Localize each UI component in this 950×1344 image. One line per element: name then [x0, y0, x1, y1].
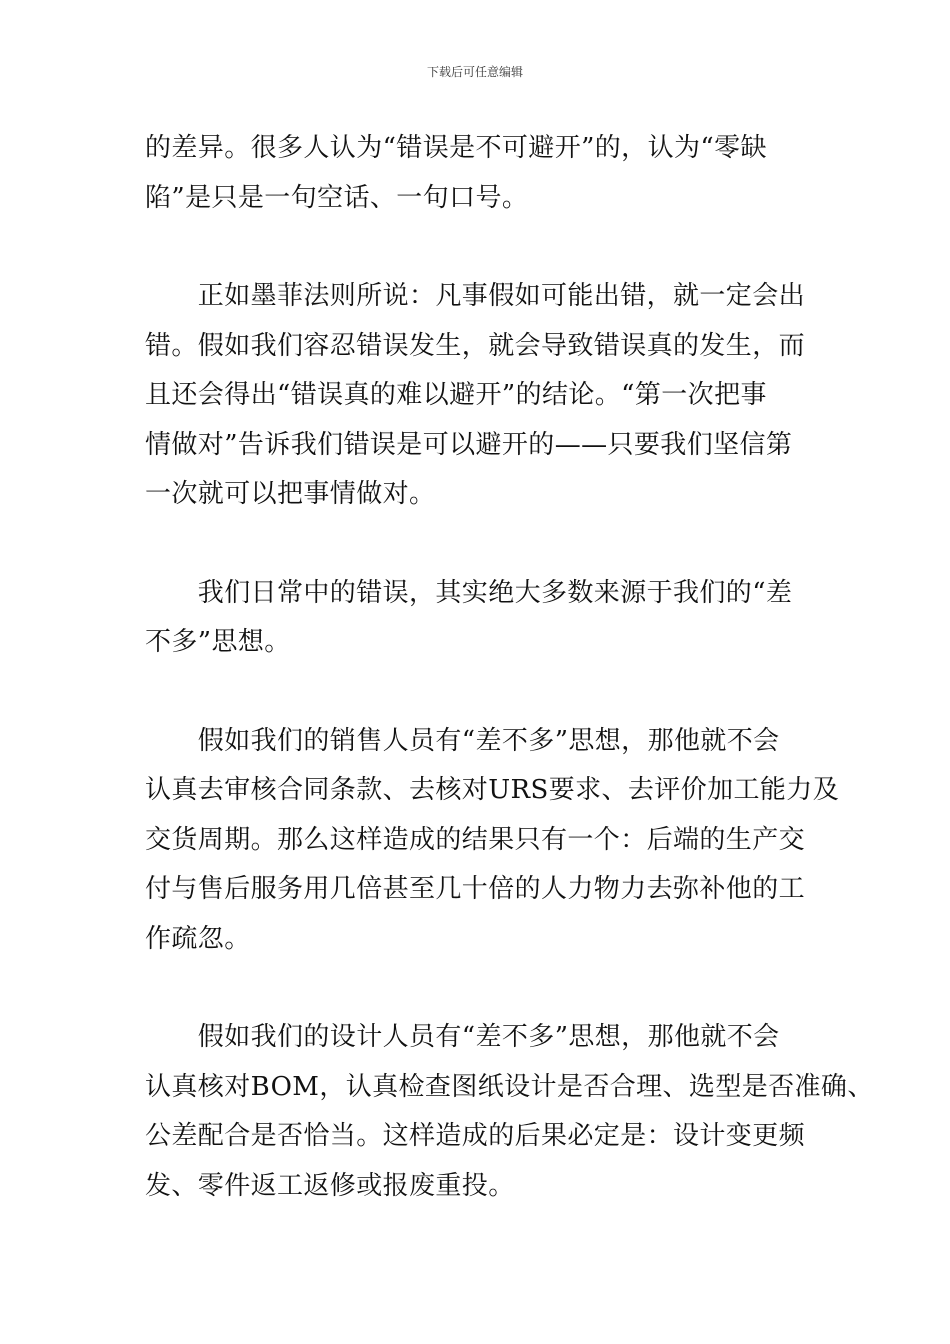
- paragraph-3: [145, 569, 825, 668]
- text-line: 付与售后服务用几倍甚至几十倍的人力物力去弥补他的工: [145, 874, 806, 904]
- paragraph-5: [145, 1013, 874, 1211]
- text-line: 交货周期。那么这样造成的结果只有一个：后端的生产交: [145, 824, 806, 855]
- text-line: 一次就可以把事情做对。: [145, 479, 436, 509]
- text-line: 情做对”告诉我们错误是可以避开的——只要我们坚信第: [145, 429, 793, 460]
- text-line: 我们日常中的错误，其实绝大多数来源于我们的“差: [145, 577, 793, 608]
- text-line: 假如我们的销售人员有“差不多”思想，那他就不会: [145, 725, 780, 756]
- page-header: 下载后可任意编辑: [426, 65, 523, 79]
- text-line: 不多”思想。: [145, 627, 291, 657]
- text-line: 发、零件返工返修或报废重投。: [145, 1170, 515, 1201]
- text-line: 的差异。很多人认为“错误是不可避开”的，认为“零缺: [145, 133, 767, 163]
- paragraph-4: [145, 717, 840, 965]
- document-body: [145, 124, 874, 1260]
- text-line: 认真核对BOM，认真检查图纸设计是否合理、选型是否准确、: [145, 1071, 874, 1102]
- text-line: 作疏忽。: [145, 923, 251, 954]
- paragraph-1: [145, 124, 825, 223]
- text-line: 公差配合是否恰当。这样造成的后果必定是：设计变更频: [145, 1121, 806, 1151]
- text-line: 陷”是只是一句空话、一句口号。: [145, 182, 529, 213]
- text-line: 认真去审核合同条款、去核对URS要求、去评价加工能力及: [145, 775, 840, 805]
- text-line: 正如墨菲法则所说：凡事假如可能出错，就一定会出: [145, 281, 806, 311]
- paragraph-2: [145, 272, 825, 520]
- text-line: 且还会得出“错误真的难以避开”的结论。“第一次把事: [145, 380, 767, 410]
- text-line: 错。假如我们容忍错误发生，就会导致错误真的发生，而: [145, 330, 806, 361]
- text-line: 假如我们的设计人员有“差不多”思想，那他就不会: [145, 1022, 780, 1052]
